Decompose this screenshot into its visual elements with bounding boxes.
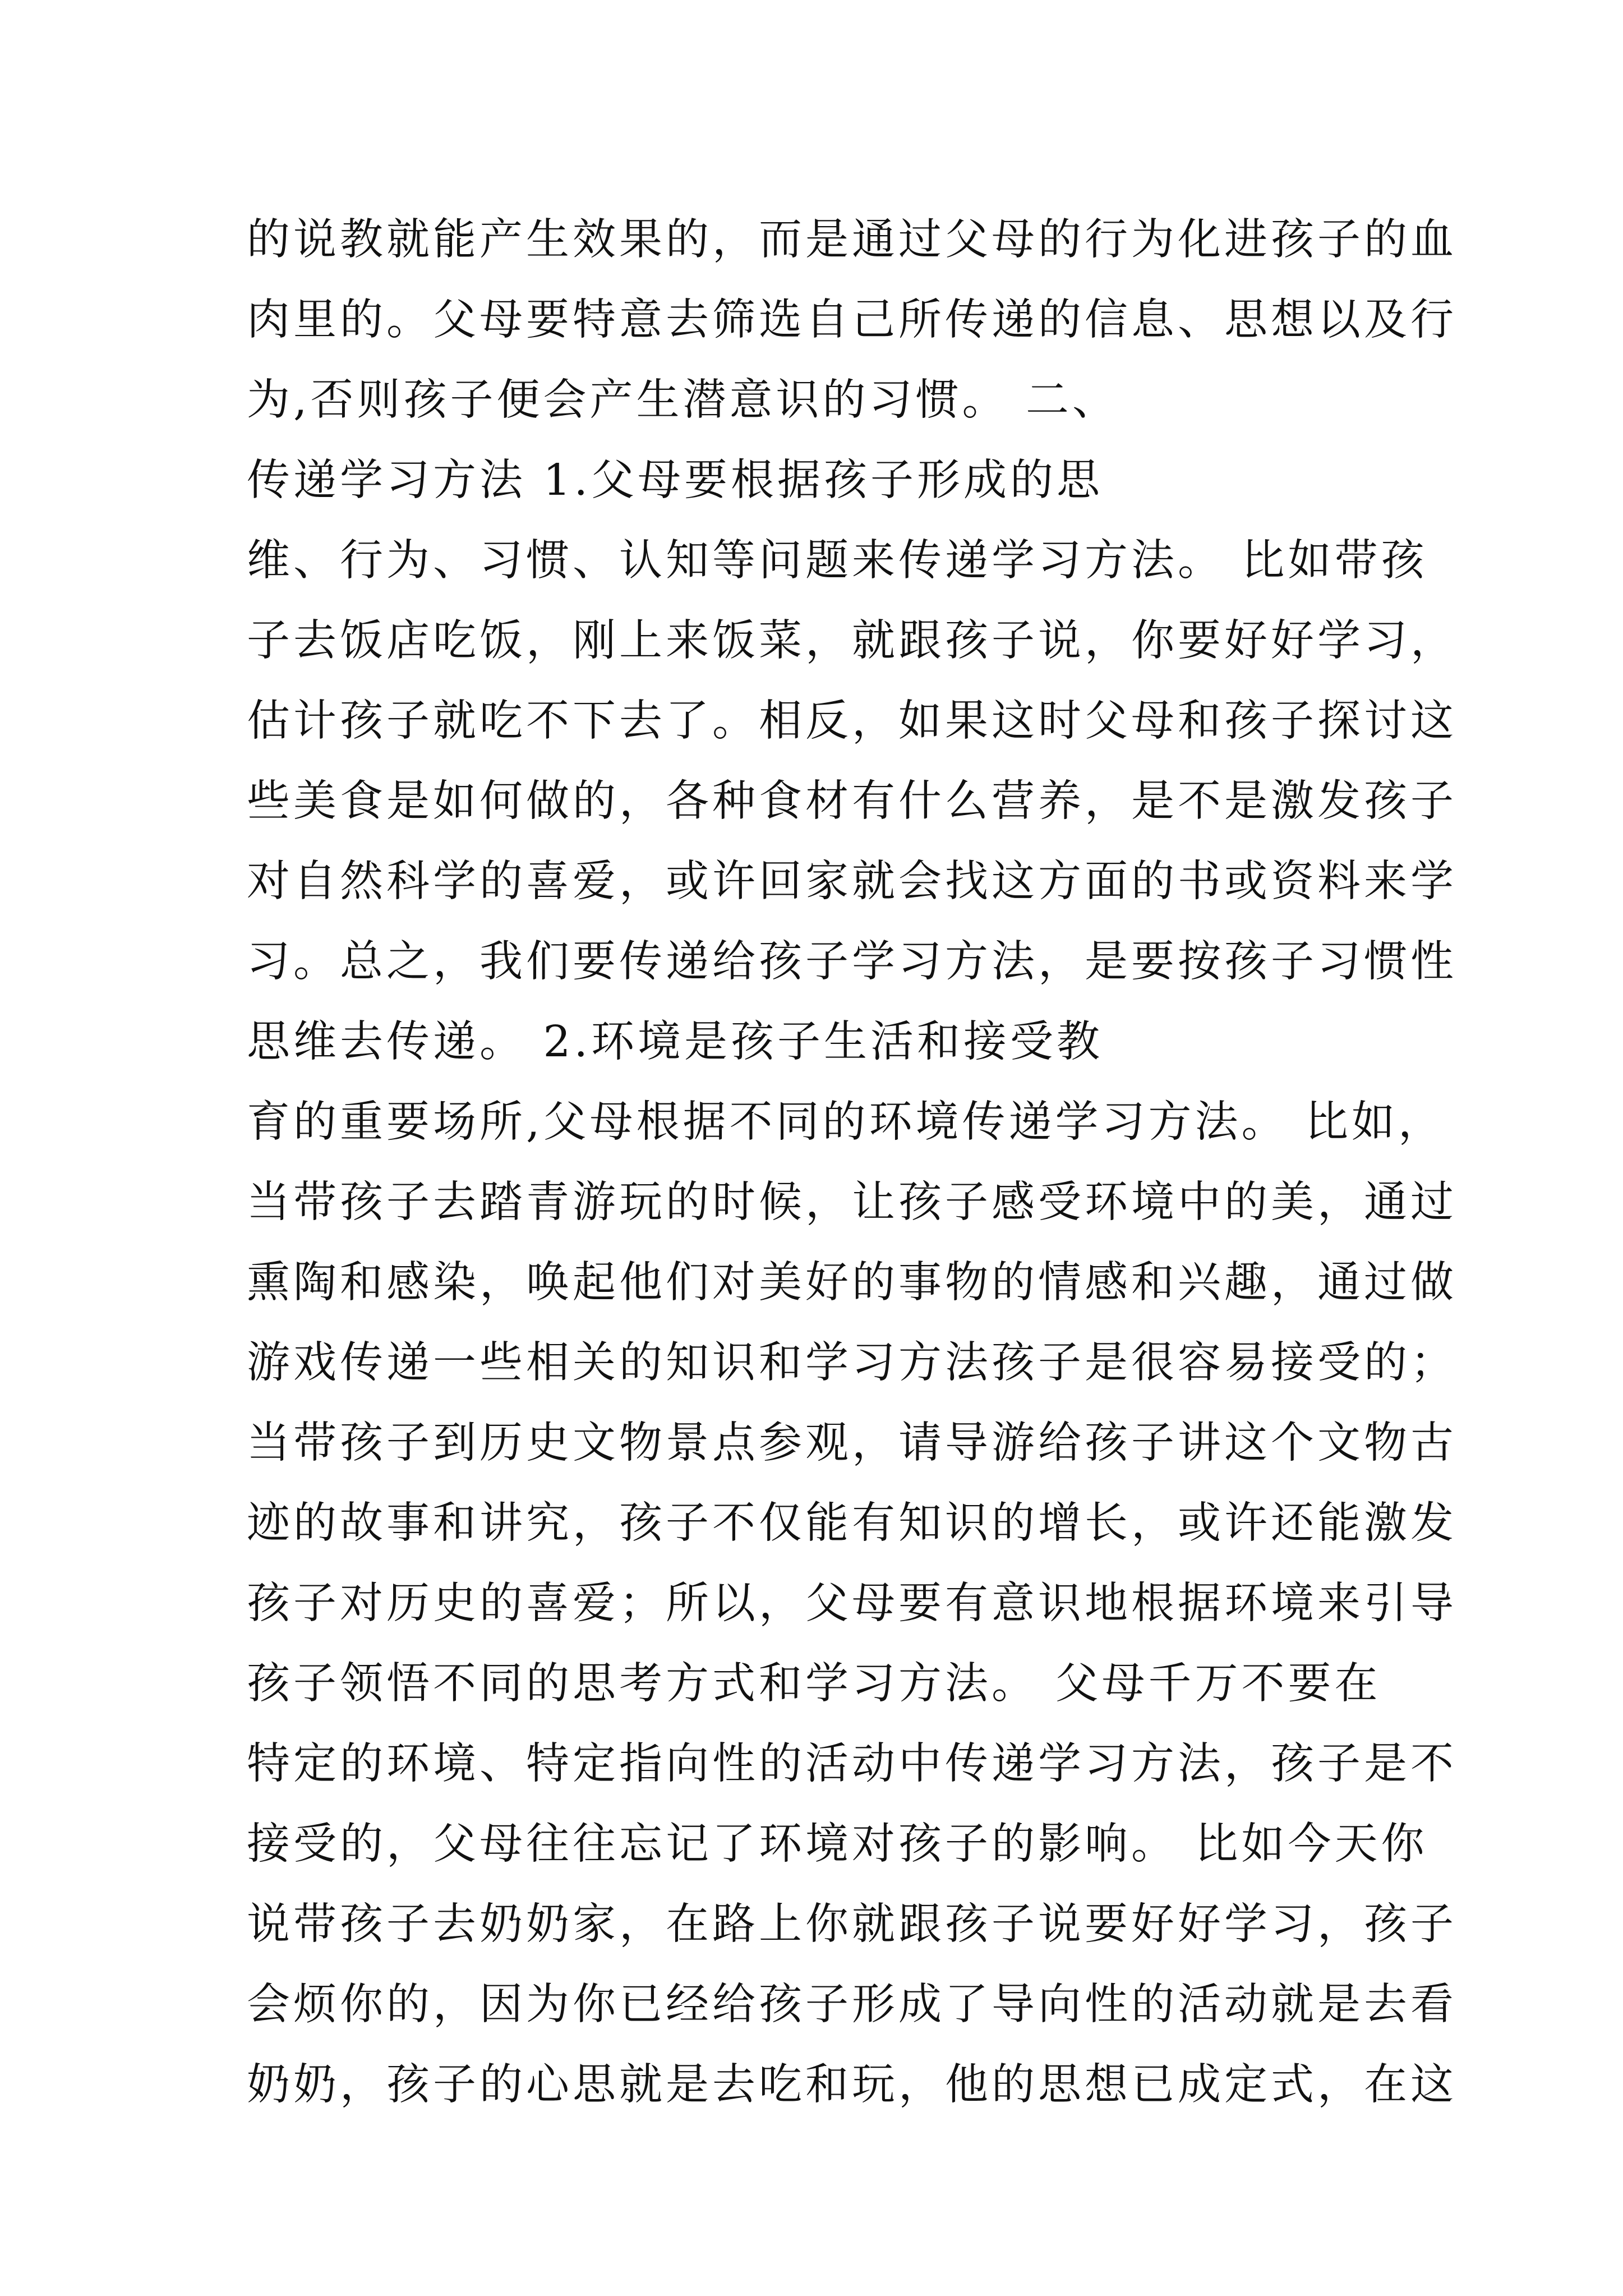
text-line: 些美食是如何做的，各种食材有什么营养，是不是激发孩子 — [247, 776, 1457, 826]
text-line: 奶奶，孩子的心思就是去吃和玩，他的思想已成定式，在这 — [247, 2060, 1457, 2110]
text-line: 育的重要场所,父母根据不同的环境传递学习方法。 比如， — [247, 1097, 1445, 1147]
text-line: 肉里的。父母要特意去筛选自己所传递的信息、思想以及行 — [247, 295, 1457, 345]
text-line: 维、行为、习惯、认知等问题来传递学习方法。 比如带孩 — [247, 536, 1428, 586]
text-line: 当带孩子到历史文物景点参观，请导游给孩子讲这个文物古 — [247, 1418, 1457, 1468]
text-line: 习。总之，我们要传递给孩子学习方法，是要按孩子习惯性 — [247, 937, 1457, 987]
text-line: 接受的，父母往往忘记了环境对孩子的影响。 比如今天你 — [247, 1819, 1428, 1869]
text-line: 会烦你的，因为你已经给孩子形成了导向性的活动就是去看 — [247, 1980, 1457, 2030]
body-text — [247, 200, 1457, 2125]
text-line: 迹的故事和讲究，孩子不仅能有知识的增长，或许还能激发 — [247, 1498, 1457, 1548]
text-line: 子去饭店吃饭，刚上来饭菜，就跟孩子说，你要好好学习， — [247, 616, 1457, 666]
text-line: 说带孩子去奶奶家，在路上你就跟孩子说要好好学习，孩子 — [247, 1899, 1457, 1949]
text-line: 思维去传递。 2.环境是孩子生活和接受教 — [247, 1017, 1103, 1067]
text-line: 为,否则孩子便会产生潜意识的习惯。 二、 — [247, 375, 1119, 425]
text-line: 当带孩子去踏青游玩的时候，让孩子感受环境中的美，通过 — [247, 1177, 1457, 1227]
text-line: 孩子对历史的喜爱；所以，父母要有意识地根据环境来引导 — [247, 1579, 1457, 1628]
text-line: 传递学习方法 1.父母要根据孩子形成的思 — [247, 455, 1103, 505]
text-line: 游戏传递一些相关的知识和学习方法孩子是很容易接受的； — [247, 1338, 1457, 1388]
text-line: 熏陶和感染，唤起他们对美好的事物的情感和兴趣，通过做 — [247, 1258, 1457, 1308]
text-line: 估计孩子就吃不下去了。相反，如果这时父母和孩子探讨这 — [247, 696, 1457, 746]
text-line: 孩子领悟不同的思考方式和学习方法。 父母千万不要在 — [247, 1659, 1381, 1709]
text-line: 对自然科学的喜爱，或许回家就会找这方面的书或资料来学 — [247, 857, 1457, 907]
text-line: 的说教就能产生效果的，而是通过父母的行为化进孩子的血 — [247, 215, 1457, 265]
text-line: 特定的环境、特定指向性的活动中传递学习方法，孩子是不 — [247, 1739, 1457, 1789]
